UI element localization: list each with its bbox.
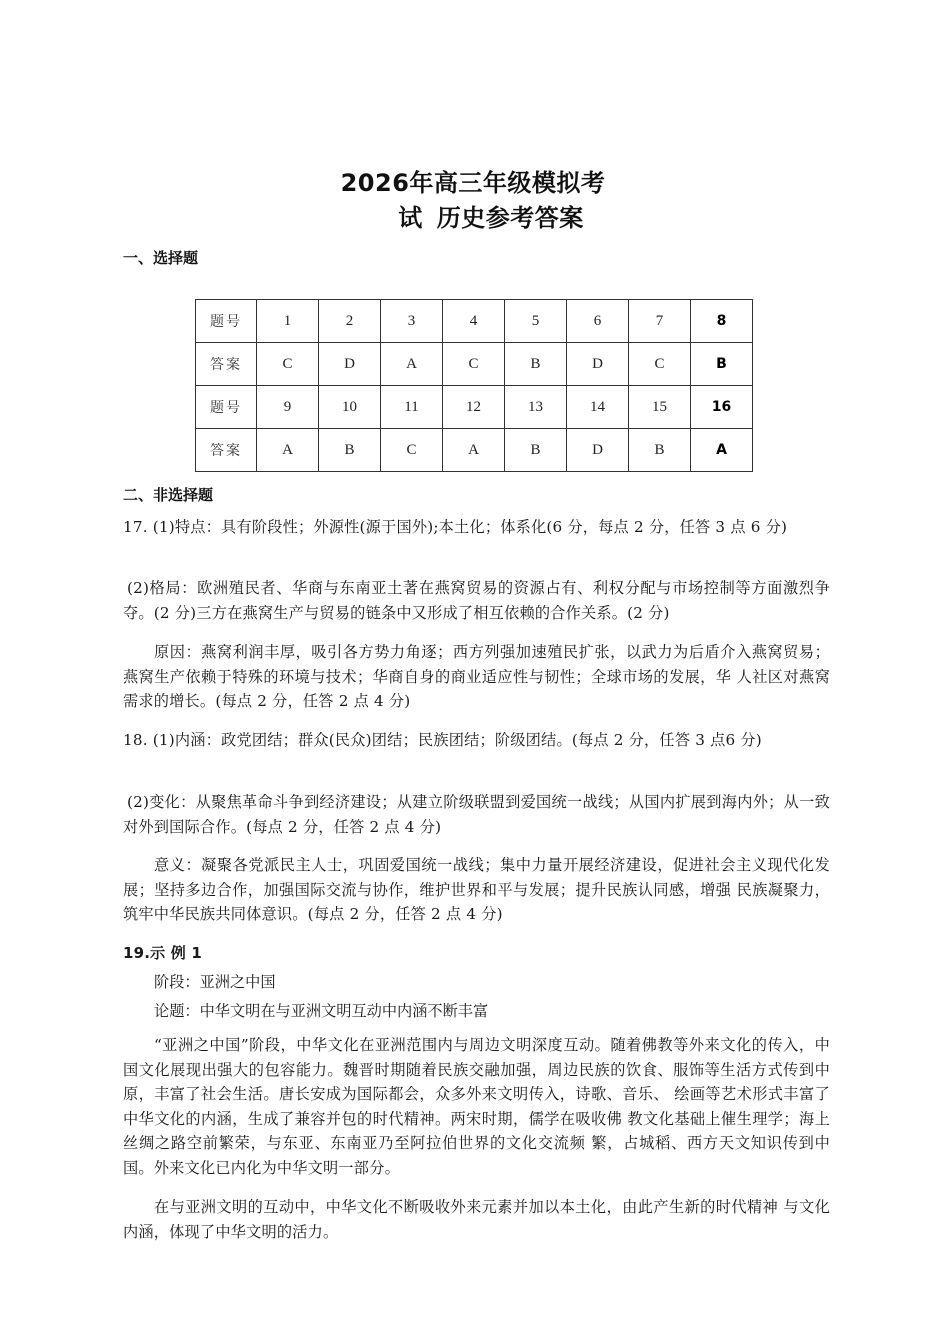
document-title-line-2 — [16, 198, 950, 233]
question-number: 10 — [319, 386, 381, 429]
answer-cell: A — [691, 429, 753, 472]
question-number: 16 — [691, 386, 753, 429]
q17-reasons: 原因：燕窝利润丰厚，吸引各方势力角逐；西方列强加速殖民扩张，以武力为后盾介入燕窝贸易；燕窝生产依赖于特殊的环境与技术；华商自身的商业适应性与韧性；全球市场的发展，华 人社区对燕窝需求的增长。(每点 2 分，任答 2 点 4 分) — [123, 643, 830, 710]
table-row-numbers-2 — [196, 386, 753, 429]
question-number: 1 — [257, 300, 319, 343]
table-row-numbers-1 — [196, 300, 753, 343]
answer-cell: A — [257, 429, 319, 472]
answer-cell: B — [319, 429, 381, 472]
question-number: 11 — [381, 386, 443, 429]
q18-part1: 18. (1)内涵：政党团结；群众(民众)团结；民族团结；阶级团结。(每点 2 分，任答 3 点6 分) — [123, 731, 762, 749]
answer-cell: B — [505, 429, 567, 472]
answer-cell: C — [443, 343, 505, 386]
answer-cell: B — [505, 343, 567, 386]
section-heading-non-multiple-choice: 二、非选择题 — [123, 486, 214, 504]
q19-essay-body: “亚洲之中国”阶段，中华文化在亚洲范围内与周边文明深度互动。随着佛教等外来文化的传入，中国文化展现出强大的包容能力。魏晋时期随着民族交融加强，周边民族的饮食、服饰等生活方式传到中原，丰富了社会生活。唐长安成为国际都会，众多外来文明传入，诗歌、音乐、 绘画等艺术形式丰富了中华文化的内涵，生成了兼容并包的时代精神。两宋时期，儒学在吸收佛 教文化基础上催生理学；海上丝绸之路空前繁荣，与东亚、东南亚乃至阿拉伯世界的文化交流频 繁，占城稻、西方天文知识传到中国。外来文化已内化为中华文明一部分。 — [123, 1036, 830, 1177]
table-row-answers-2 — [196, 429, 753, 472]
row-header-answer: 答案 — [196, 343, 257, 386]
answer-table — [195, 299, 753, 472]
document-title-line-2b: 历史参考答案 — [436, 204, 584, 232]
table-row-answers-1 — [196, 343, 753, 386]
q19-stage: 阶段：亚洲之中国 — [154, 973, 276, 991]
q19-heading: 19.示 例 1 — [123, 944, 203, 962]
answer-cell: A — [381, 343, 443, 386]
answer-cell: C — [257, 343, 319, 386]
section-heading-multiple-choice: 一、选择题 — [123, 249, 199, 267]
q18-significance: 意义：凝聚各党派民主人士，巩固爱国统一战线；集中力量开展经济建设，促进社会主义现代化发展；坚持多边合作，加强国际交流与协作，维护世界和平与发展；提升民族认同感，增强 民族凝聚力，筑牢中华民族共同体意识。(每点 2 分，任答 2 点 4 分) — [123, 856, 830, 923]
question-number: 15 — [629, 386, 691, 429]
q18-part2: (2)变化：从聚焦革命斗争到经济建设；从建立阶级联盟到爱国统一战线；从国内扩展到海内外；从一致对外到国际合作。(每点 2 分，任答 2 点 4 分) — [123, 793, 830, 836]
question-number: 7 — [629, 300, 691, 343]
q19-essay-conclusion: 在与亚洲文明的互动中，中华文化不断吸收外来元素并加以本土化，由此产生新的时代精神 与文化内涵，体现了中华文明的活力。 — [123, 1198, 830, 1241]
question-number: 3 — [381, 300, 443, 343]
answer-cell: B — [691, 343, 753, 386]
question-number: 2 — [319, 300, 381, 343]
answer-cell: C — [381, 429, 443, 472]
q17-part2: (2)格局：欧洲殖民者、华商与东南亚土著在燕窝贸易的资源占有、利权分配与市场控制等方面激烈争夺。(2 分)三方在燕窝生产与贸易的链条中又形成了相互依赖的合作关系。(2 分) — [123, 579, 830, 622]
question-number: 14 — [567, 386, 629, 429]
answer-cell: D — [567, 343, 629, 386]
question-number: 5 — [505, 300, 567, 343]
row-header-number: 题号 — [196, 386, 257, 429]
question-number: 8 — [691, 300, 753, 343]
answer-cell: C — [629, 343, 691, 386]
document-title-line-1: 2026年高三年级模拟考 — [340, 169, 606, 197]
question-number: 12 — [443, 386, 505, 429]
answer-cell: A — [443, 429, 505, 472]
question-number: 4 — [443, 300, 505, 343]
question-number: 9 — [257, 386, 319, 429]
answer-cell: B — [629, 429, 691, 472]
answer-cell: D — [567, 429, 629, 472]
question-number: 13 — [505, 386, 567, 429]
row-header-number: 题号 — [196, 300, 257, 343]
answer-cell: D — [319, 343, 381, 386]
row-header-answer: 答案 — [196, 429, 257, 472]
question-number: 6 — [567, 300, 629, 343]
q17-part1: 17. (1)特点：具有阶段性；外源性(源于国外);本土化；体系化(6 分，每点 2 分，任答 3 点 6 分) — [123, 518, 788, 536]
q19-thesis: 论题：中华文明在与亚洲文明互动中内涵不断丰富 — [154, 1002, 489, 1020]
document-title-line-2a: 试 — [398, 204, 423, 232]
